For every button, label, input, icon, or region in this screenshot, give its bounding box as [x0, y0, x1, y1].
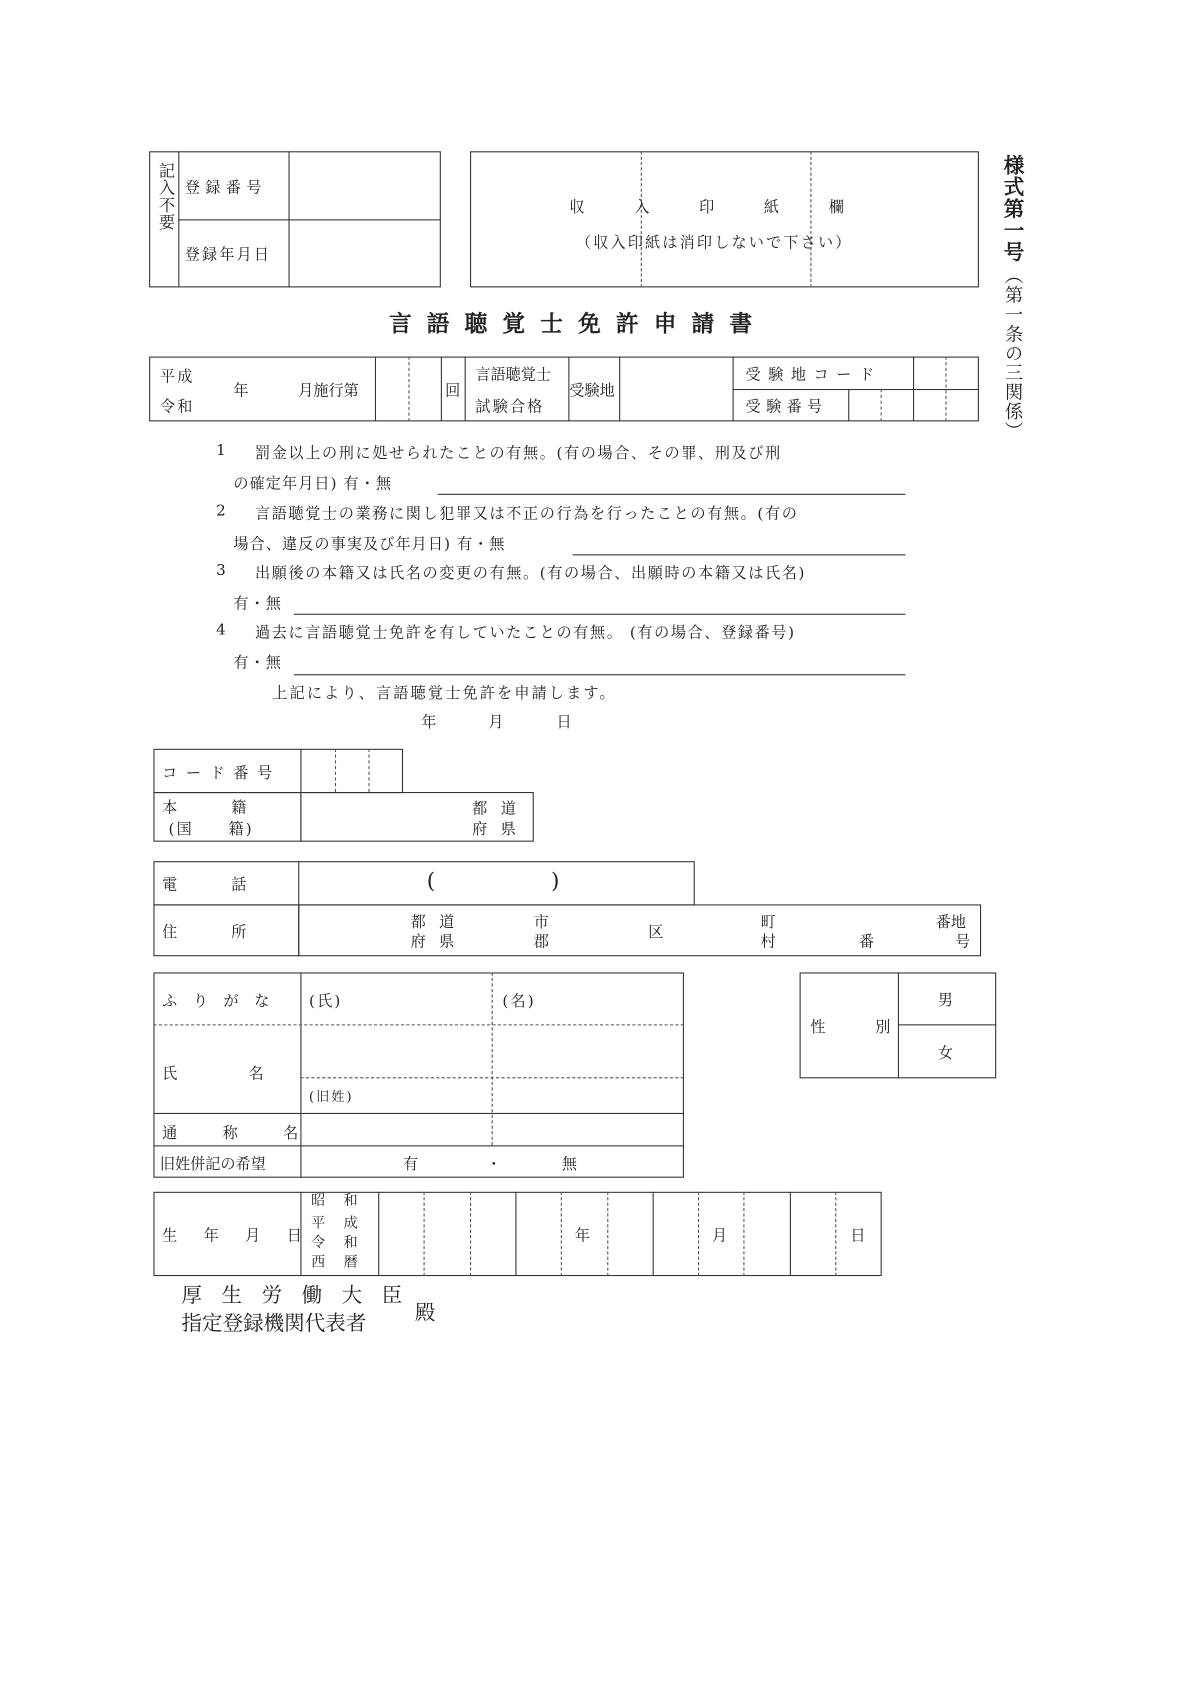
era-heisei-option[interactable]: 平 成	[311, 1215, 360, 1232]
addr-town: 町	[760, 914, 778, 932]
era-heisei: 平成	[159, 368, 195, 386]
era-showa[interactable]: 昭 和	[311, 1192, 360, 1210]
birth-month-label: 月	[712, 1227, 730, 1245]
answer-line[interactable]	[294, 614, 906, 615]
maiden-wish-no[interactable]: 無	[561, 1156, 580, 1174]
birth-cell-divider	[470, 1192, 471, 1276]
phone-paren-close: )	[551, 867, 562, 894]
reg-date-label: 登録年月日	[184, 246, 272, 264]
code-number-label: コード番号	[162, 764, 281, 783]
address-label: 住 所	[162, 923, 249, 942]
date-month: 月	[488, 714, 506, 732]
sex-male-option[interactable]: 男	[937, 991, 956, 1010]
addr-pref-1: 都 道	[410, 914, 459, 932]
nationality-label: (国 籍)	[168, 821, 254, 839]
answer-line[interactable]	[573, 554, 906, 555]
birth-cell-divider	[515, 1192, 516, 1276]
exam-line1: 言語聴覚士	[475, 366, 552, 384]
addr-city: 市	[533, 914, 552, 932]
phone-paren-open: (	[426, 867, 438, 894]
pref-suffix-1: 都 道	[472, 800, 521, 818]
pref-suffix-2: 府 県	[472, 821, 521, 839]
phone-label: 電 話	[162, 876, 249, 894]
reg-number-label: 登録番号	[184, 179, 267, 197]
revenue-stamp-box[interactable]	[470, 151, 979, 287]
addressee-agency: 指定登録機関代表者	[181, 1311, 367, 1336]
maiden-name-label: (旧姓)	[309, 1089, 354, 1105]
exam-year-label: 年	[233, 382, 251, 400]
sex-label: 性 別	[810, 1018, 897, 1037]
form-relation: （第一条の三関係）	[1000, 265, 1023, 441]
month-enforced-label: 月施行第	[298, 382, 359, 400]
exam-site-field[interactable]	[620, 358, 731, 421]
date-year: 年	[421, 714, 439, 732]
phone-field[interactable]	[300, 863, 691, 903]
addr-village: 村	[760, 933, 778, 951]
office-use-label: 記入不要	[156, 162, 177, 232]
addressee-minister: 厚 生 労 働 大 臣	[181, 1283, 409, 1308]
birth-cell-divider	[835, 1192, 836, 1276]
exam-number-label: 受験番号	[745, 398, 828, 416]
reg-number-field[interactable]	[290, 152, 440, 219]
application-form-page: 記入不要 登録番号 登録年月日 収 入 印 紙 欄 （収入印紙は消印しないで下さい） 様式第一号 （第一条の三関係） 言語聴覚士免許申請書 平成 令和 年 月施行第 回 言語聴覚士 試験合格 受験地 受験地コード 受験番号 1 罰金以上の刑に処せられたことの有無。(有の場合、その罪、刑及び刑 の確定年月日) 有・無 2 言語聴覚士の業務に関し犯罪又は不正の行為を行ったことの有無。(有の 場合、違反の事実及び年月日) 有・無 3 出願後の本籍又は氏名の変更の有無。(有の場合、出願時の本籍又は氏名) 有・無 4 過去に言語聴覚士免許を有していたことの有無。 (有の場合、登録番号) 有・無 上記により、言語聴覚士免許を申請します。 年 月 日 コード番号 本 籍 (国 籍) 都 道 府 県 電 話 ( ) 住 所 都 道 府 県 市 郡 区 町 村 番 番地 号 ふ り が な (氏) (名) 氏 名 (旧姓) 通 称 名 旧姓併記の希望 有 ・ 無 性 別 男 女 生 年 月 日 昭 和 平 成 令 和 西 暦 年 月 日 厚 生 労 働 大 臣 指定登録機関代表者 殿	[0, 0, 1181, 1695]
maiden-wish-yes[interactable]: 有	[403, 1156, 421, 1174]
furigana-given-label: (名)	[502, 992, 536, 1011]
stamp-note: （収入印紙は消印しないで下さい）	[575, 234, 853, 252]
birth-cell-divider	[744, 1192, 745, 1276]
addr-ban: 番	[858, 933, 877, 951]
honseki-label: 本 籍	[162, 799, 249, 817]
birth-year-label: 年	[574, 1227, 593, 1245]
alias-label: 通 称 名	[162, 1124, 314, 1143]
address-row[interactable]	[153, 904, 981, 956]
birth-cell-divider	[652, 1192, 653, 1276]
honseki-field[interactable]	[303, 794, 465, 839]
form-number: 様式第一号	[1000, 154, 1025, 263]
exam-site-label: 受験地	[569, 382, 615, 400]
answer-line[interactable]	[438, 494, 906, 495]
era-reiwa-option[interactable]: 令 和	[311, 1235, 360, 1252]
addr-gun: 郡	[533, 933, 552, 951]
birth-cell-divider	[561, 1192, 562, 1276]
sex-female-option[interactable]: 女	[937, 1044, 956, 1063]
addr-banchi: 番地	[935, 914, 966, 932]
reg-date-field[interactable]	[290, 220, 440, 286]
era-reiwa: 令和	[159, 398, 195, 416]
date-day: 日	[556, 714, 574, 732]
stamp-label: 収 入 印 紙 欄	[569, 198, 862, 217]
honorific: 殿	[414, 1300, 438, 1325]
birth-cell-divider	[698, 1192, 699, 1276]
furigana-surname-label: (氏)	[309, 992, 343, 1011]
answer-line[interactable]	[294, 674, 906, 675]
name-label: 氏 名	[162, 1065, 266, 1083]
site-code-label: 受験地コード	[745, 366, 882, 384]
birth-cell-divider	[607, 1192, 608, 1276]
form-title: 言語聴覚士免許申請書	[388, 310, 768, 338]
birth-day-label: 日	[850, 1227, 868, 1245]
birth-cell-divider	[424, 1192, 425, 1276]
birth-label: 生 年 月 日	[162, 1227, 313, 1245]
times-label: 回	[445, 382, 463, 400]
separator-dot: ・	[486, 1156, 504, 1174]
addr-ward: 区	[648, 923, 666, 942]
exam-line2: 試験合格	[475, 398, 545, 416]
birth-cell-divider	[790, 1192, 791, 1276]
furigana-label: ふ り が な	[162, 992, 275, 1011]
name-field[interactable]	[303, 1026, 683, 1076]
era-western-option[interactable]: 西 暦	[311, 1254, 360, 1271]
addr-pref-2: 府 県	[410, 933, 459, 951]
maiden-wish-label: 旧姓併記の希望	[159, 1156, 266, 1174]
addr-go: 号	[955, 933, 973, 951]
declaration: 上記により、言語聴覚士免許を申請します。	[272, 685, 617, 703]
